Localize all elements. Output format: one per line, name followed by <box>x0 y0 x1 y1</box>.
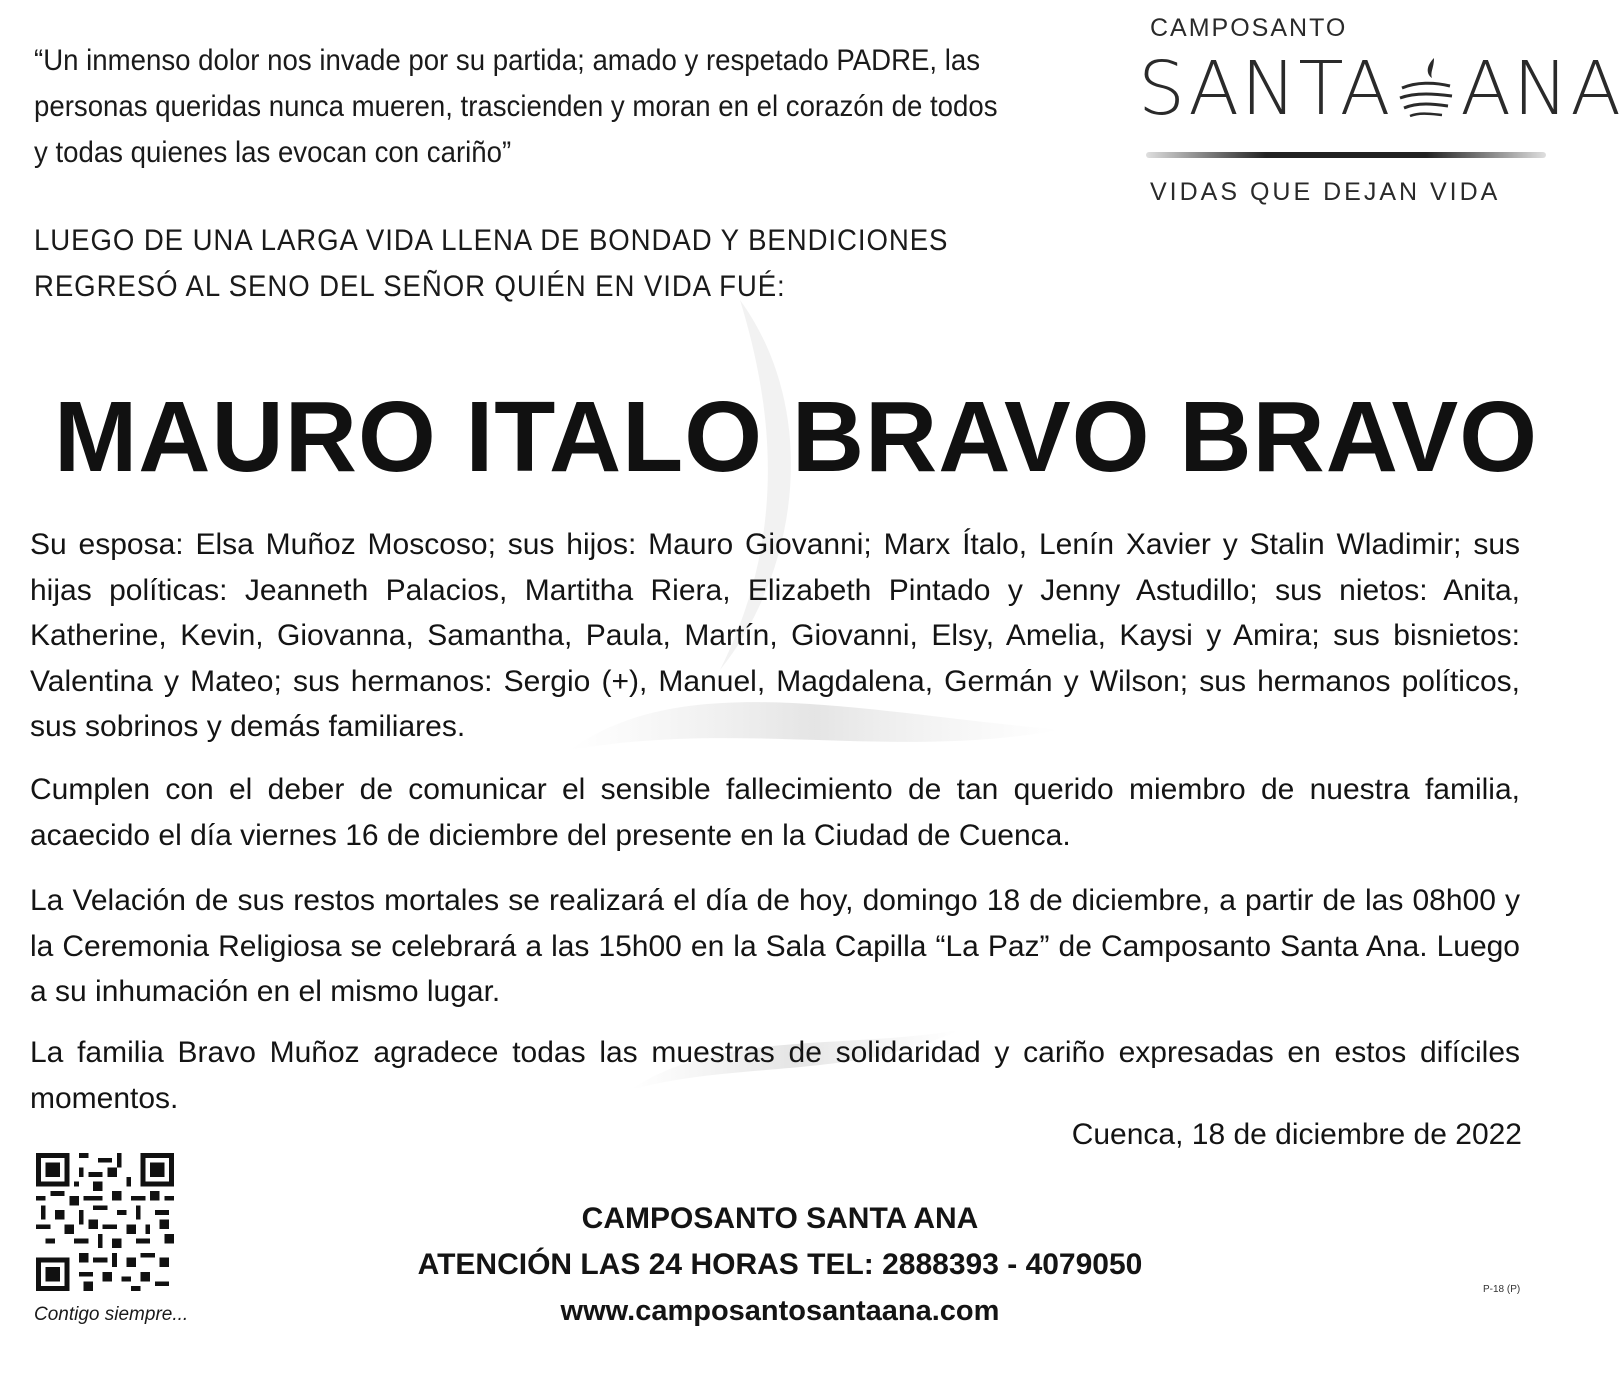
logo-left-word: SANTA <box>1138 46 1393 132</box>
logo-wordmark <box>1138 46 1623 132</box>
flame-waves-icon <box>1396 54 1456 124</box>
qr-code-icon[interactable] <box>36 1153 174 1291</box>
intro-line-1-text: LUEGO DE UNA LARGA VIDA LLENA DE BONDAD Y BENDICIONES <box>34 224 949 257</box>
footer-company-name: CAMPOSANTO SANTA ANA <box>581 1202 979 1235</box>
deceased-name: MAURO ITALO BRAVO BRAVO <box>54 381 1539 493</box>
logo-right-word: ANA <box>1460 46 1623 132</box>
opening-quote: “Un inmenso dolor nos invade por su partida; amado y respetado PADRE, las personas queridas nunca mueren, trascienden y moran en el corazón de todos y todas quienes las evocan con cariño” <box>34 44 998 169</box>
footer-contact <box>380 1196 1180 1334</box>
logo-divider <box>1146 152 1546 158</box>
intro-line-2: REGRESÓ AL SENO DEL SEÑOR QUIÉN EN VIDA FUÉ: <box>34 270 786 303</box>
logo-tagline: VIDAS QUE DEJAN VIDA <box>1150 178 1501 206</box>
family-paragraph: Su esposa: Elsa Muñoz Moscoso; sus hijos: Mauro Giovanni; Marx Ítalo, Lenín Xavier y Stalin Wladimir; sus hijas políticas: Jeanneth Palacios, Martitha Riera, Elizabeth Pintado y Jenny Astudillo; sus nietos: Anita, Katherine, Kevin, Giovanna, Samantha, Paula, Martín, Giovanni, Elsy, Amelia, Kaysi y Amira; sus bisnietos: Valentina y Mateo; sus hermanos: Sergio (+), Manuel, Magdalena, Germán y Wilson; sus hermanos políticos, sus sobrinos y demás familiares. <box>30 528 1520 743</box>
wake-paragraph: La Velación de sus restos mortales se realizará el día de hoy, domingo 18 de diciembre, a partir de las 08h00 y la Ceremonia Religiosa se celebrará a las 15h00 en la Sala Capilla “La Paz” de Camposanto Santa Ana. Luego a su inhumación en el mismo lugar. <box>30 884 1520 1008</box>
notice-paragraph: Cumplen con el deber de comunicar el sensible fallecimiento de tan querido miembro de nuestra familia, acaecido el día viernes 16 de diciembre del presente en la Ciudad de Cuenca. <box>30 773 1520 852</box>
footer-website-link[interactable]: www.camposantosantaana.com <box>560 1295 1000 1327</box>
print-code: P-18 (P) <box>1483 1284 1521 1295</box>
thanks-paragraph: La familia Bravo Muñoz agradece todas las muestras de solidaridad y cariño expresadas en estos difíciles momentos. <box>30 1036 1520 1115</box>
intro-line-1 <box>34 218 1084 264</box>
dateline: Cuenca, 18 de diciembre de 2022 <box>1071 1118 1522 1151</box>
logo-top-text: CAMPOSANTO <box>1150 14 1348 42</box>
camposanto-logo <box>1128 8 1623 218</box>
intro-text <box>34 218 1000 310</box>
qr-caption: Contigo siempre... <box>34 1304 189 1325</box>
footer-phones: ATENCIÓN LAS 24 HORAS TEL: 2888393 - 4079050 <box>417 1248 1143 1281</box>
